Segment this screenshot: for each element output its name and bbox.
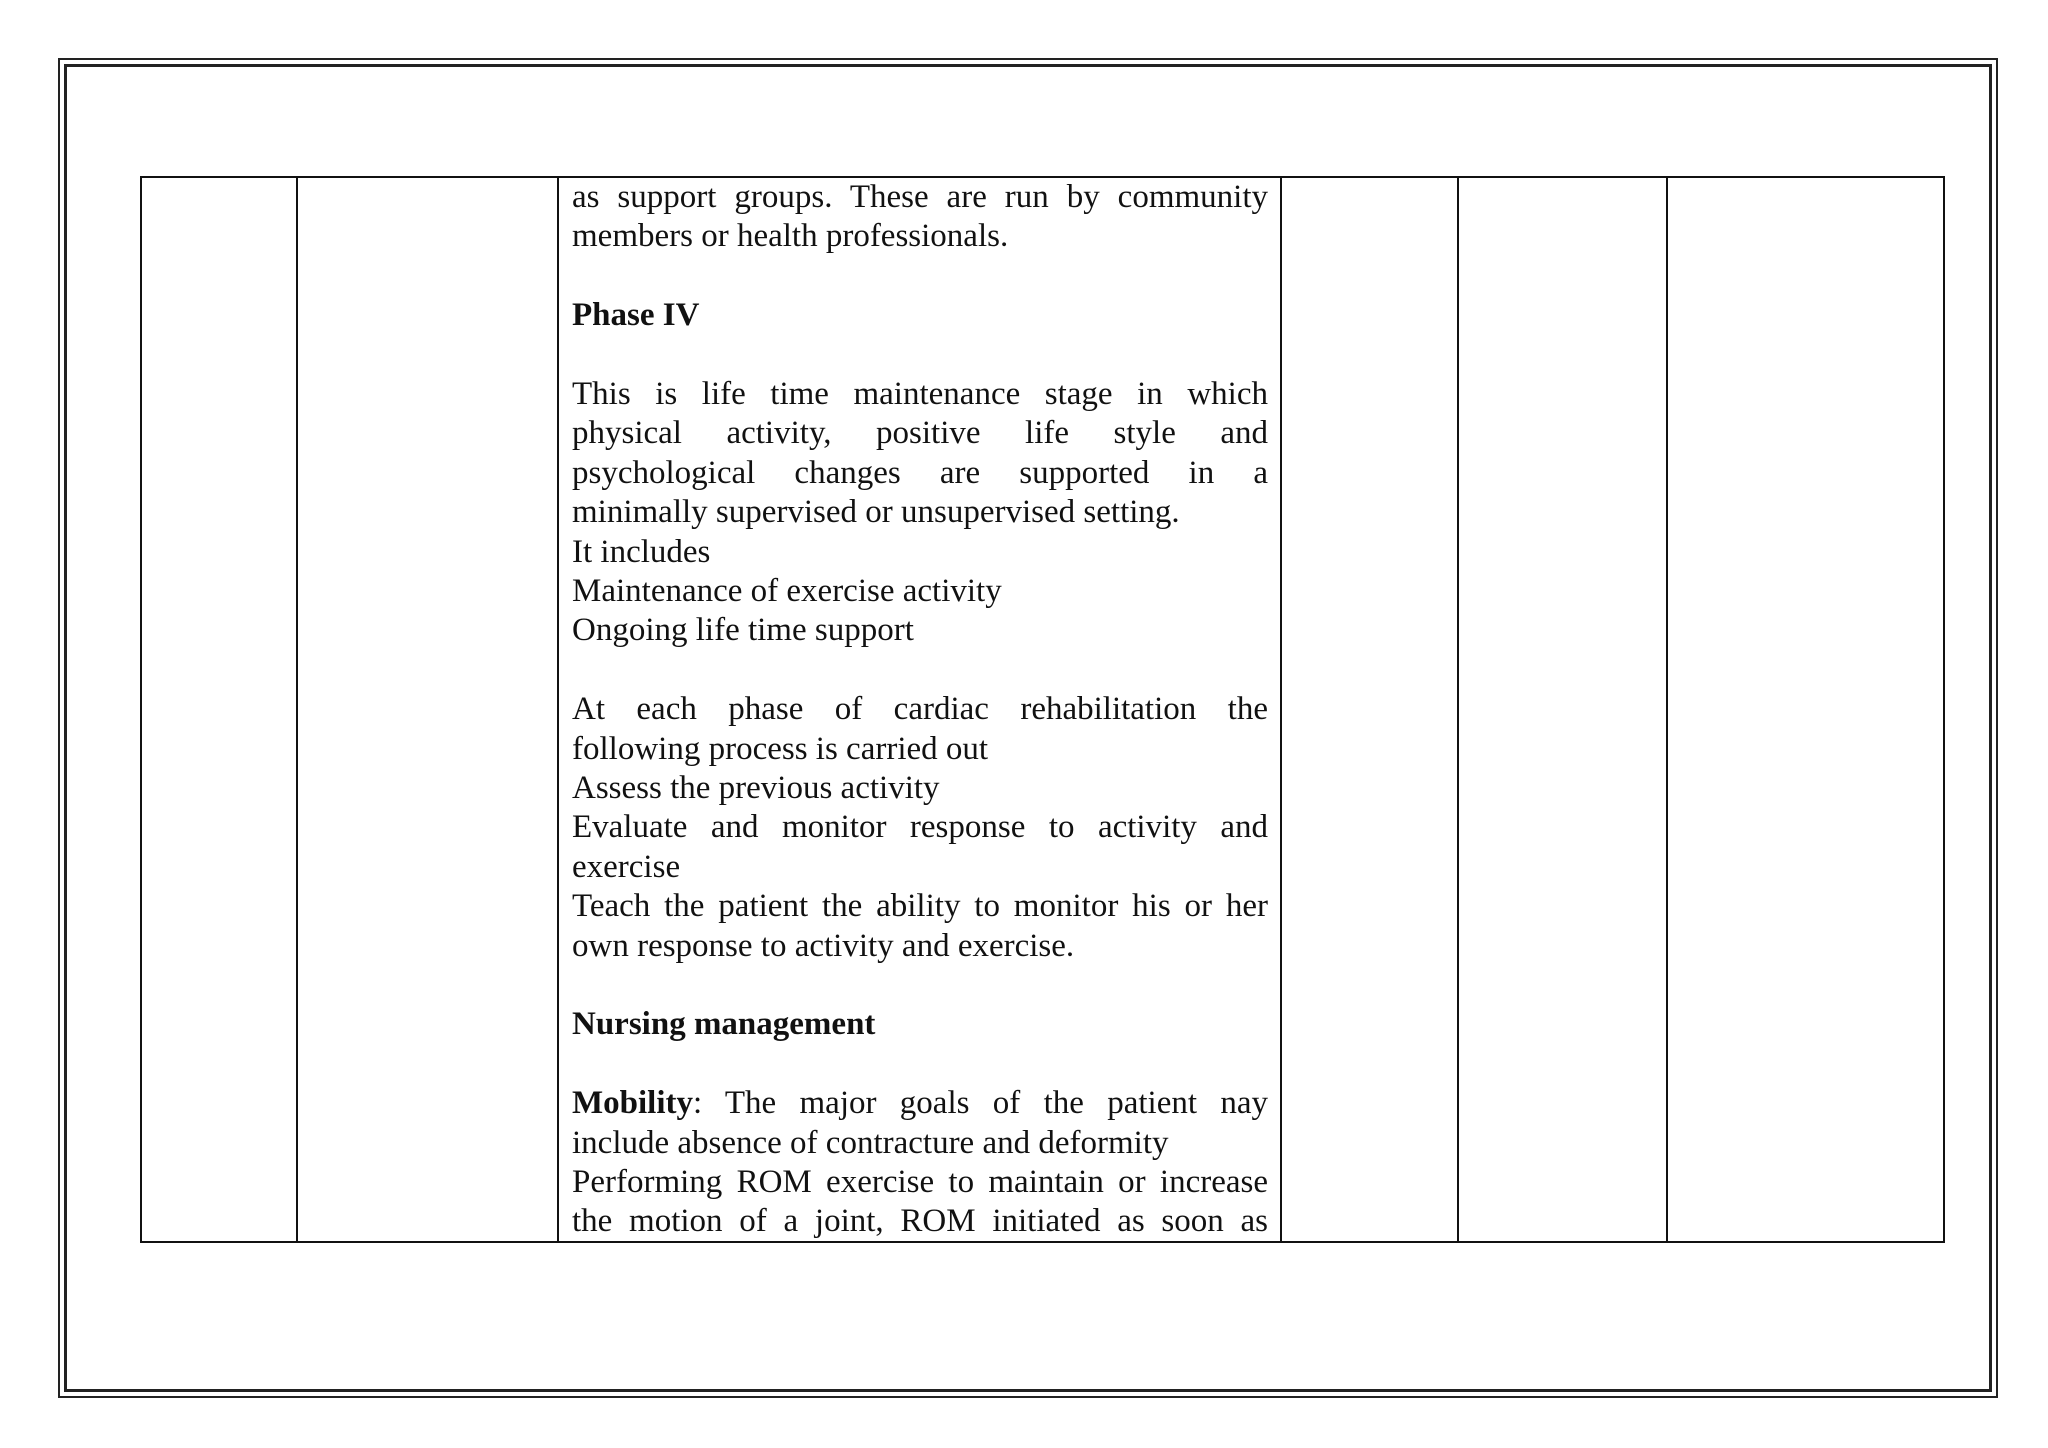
table-column-content — [559, 178, 1282, 1241]
text-line: Performing ROM exercise to maintain or increase — [572, 1164, 1268, 1201]
list-item: Assess the previous activity — [572, 770, 940, 807]
text-line: the motion of a joint, ROM initiated as soon as — [572, 1203, 1268, 1240]
text-line: members or health professionals. — [572, 218, 1009, 255]
table-column-1 — [142, 178, 298, 1241]
list-item: Teach the patient the ability to monitor his or her — [572, 888, 1268, 925]
text-line: as support groups. These are run by community — [572, 179, 1268, 215]
table-column-4 — [1282, 178, 1459, 1241]
table-column-2 — [298, 178, 559, 1241]
phase-heading: Phase IV — [572, 297, 700, 334]
list-item: Maintenance of exercise activity — [572, 573, 1002, 610]
text-line: physical activity, positive life style and — [572, 415, 1268, 452]
text-line: psychological changes are supported in a — [572, 454, 1268, 491]
nursing-heading: Nursing management — [572, 1006, 876, 1043]
table-column-6 — [1668, 178, 1943, 1241]
mobility-line — [572, 1084, 1268, 1123]
text-line: At each phase of cardiac rehabilitation the — [572, 691, 1268, 728]
text-line: following process is carried out — [572, 730, 989, 767]
text-line: include absence of contracture and deformity — [572, 1124, 1169, 1161]
mobility-label: Mobility — [572, 1085, 693, 1122]
includes-label: It includes — [572, 533, 711, 570]
text-line: This is life time maintenance stage in which — [572, 376, 1268, 412]
list-item: Evaluate and monitor response to activity and — [572, 809, 1268, 846]
list-item: exercise — [572, 848, 681, 885]
document-table — [140, 176, 1945, 1243]
mobility-text: : The major goals of the patient nay — [693, 1085, 1268, 1122]
list-item: Ongoing life time support — [572, 612, 914, 649]
list-item: own response to activity and exercise. — [572, 927, 1075, 964]
table-column-5 — [1459, 178, 1668, 1241]
text-line: minimally supervised or unsupervised setting. — [572, 494, 1180, 531]
